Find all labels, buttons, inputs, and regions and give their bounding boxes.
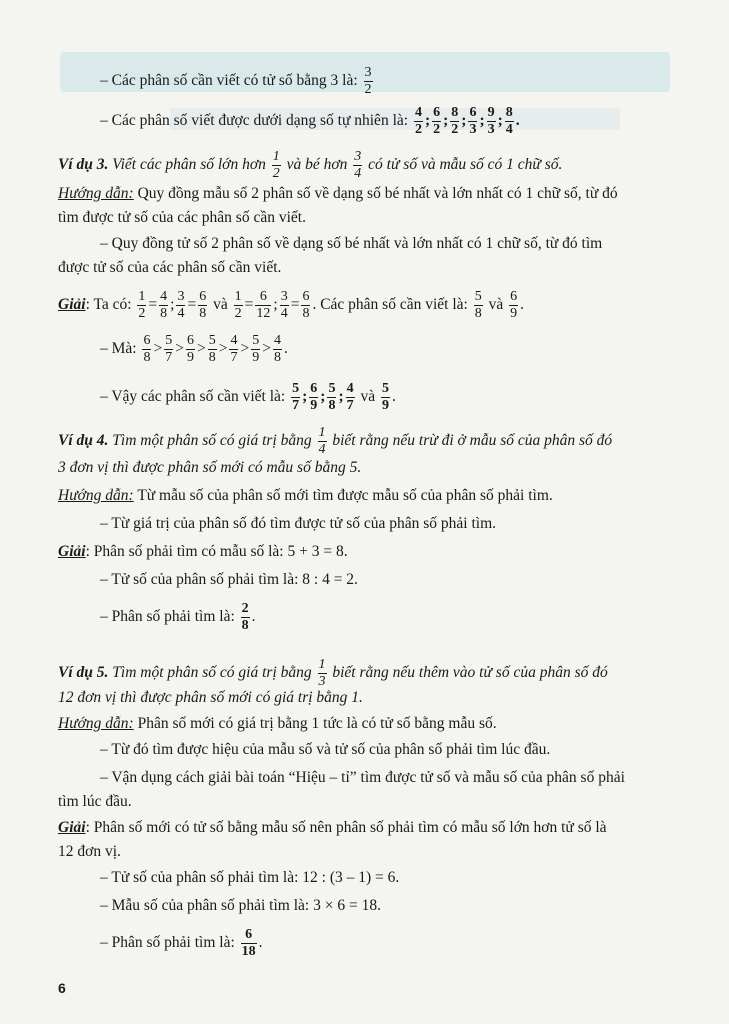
denominator: 2 (272, 166, 280, 181)
fraction (198, 290, 207, 321)
fraction (474, 290, 483, 321)
solution-4-line-1: Giải: Phân số phải tìm có mẫu số là: 5 + 3 = 8. (58, 543, 348, 560)
denominator: 9 (510, 306, 518, 321)
numerator: 6 (241, 928, 257, 944)
denominator: 8 (143, 350, 151, 365)
numerator: 6 (199, 289, 207, 304)
fraction (364, 66, 373, 97)
numerator: 4 (414, 105, 422, 120)
numerator: 8 (451, 105, 459, 120)
denominator: 3 (318, 674, 326, 689)
hint-5-line-4: tìm lúc đầu. (58, 793, 132, 810)
numerator: 6 (143, 333, 151, 348)
denominator: 8 (199, 306, 207, 321)
numerator: 2 (241, 601, 249, 616)
numerator: 6 (255, 290, 271, 306)
solution-5-line-1: Giải: Phân số mới có tử số bằng mẫu số nên phân số phải tìm có mẫu số lớn hơn tử số là (58, 819, 607, 836)
line-natural-numbers: – Các phân số viết được dưới dạng số tự nhiên là: $\frac{4}{2}$ ; $\frac{6}{2}$ ; $\frac{8}{2}$ ; $\frac{6}{3}$ ; $\frac{9}{3}$ ; $\frac{8}{4}$ . (100, 105, 520, 137)
numerator: 3 (177, 289, 185, 304)
solution-5-line-2: 12 đơn vị. (58, 843, 121, 860)
denominator: 4 (318, 442, 326, 457)
denominator: 8 (302, 306, 310, 321)
numerator: 4 (273, 333, 281, 348)
numerator: 5 (474, 289, 482, 304)
numerator: 5 (382, 381, 389, 396)
fraction (509, 290, 518, 321)
numerator: 6 (469, 105, 477, 120)
fraction (208, 334, 217, 365)
fraction (487, 106, 496, 137)
fraction (255, 290, 271, 321)
denominator: 2 (414, 122, 422, 137)
numerator: 6 (186, 333, 194, 348)
hint-5-line-2: – Từ đó tìm được hiệu của mẫu số và tử số của phân số phải tìm lúc đầu. (100, 741, 551, 758)
page-number: 6 (58, 980, 66, 996)
fraction (353, 150, 362, 181)
denominator: 2 (138, 306, 146, 321)
numerator: 5 (165, 333, 173, 348)
fraction (505, 106, 514, 137)
denominator: 7 (346, 398, 354, 413)
fraction (137, 290, 146, 321)
numerator: 6 (433, 105, 441, 120)
example-4-question: Ví dụ 4. Tìm một phân số có giá trị bằng $\frac{1}{4}$ biết rằng nếu trừ đi ở mẫu số của phân số đó (58, 425, 613, 457)
denominator: 8 (160, 306, 168, 321)
numerator: 1 (234, 289, 242, 304)
fraction (327, 382, 336, 413)
denominator: 18 (241, 944, 256, 959)
example-3-question: Ví dụ 3. Viết các phân số lớn hơn $\frac{1}{2}$ và bé hơn $\frac{3}{4}$ có tử số và mẫu số có 1 chữ số. (58, 149, 563, 181)
numerator: 8 (505, 105, 513, 120)
numerator: 1 (318, 425, 326, 440)
hint-3-line-1: Hướng dẫn: Quy đồng mẫu số 2 phân số về dạng số bé nhất và lớn nhất có 1 chữ số, từ đó (58, 185, 618, 202)
example-5-question: Ví dụ 5. Tìm một phân số có giá trị bằng $\frac{1}{3}$ biết rằng nếu thêm vào tử số của phân số đó (58, 657, 608, 689)
hint-5-line-1: Hướng dẫn: Phân số mới có giá trị bằng 1 tức là có tử số bằng mẫu số. (58, 715, 497, 732)
fraction (318, 426, 327, 457)
hint-3-line-4: được tử số của các phân số cần viết. (58, 259, 282, 276)
fraction (301, 290, 310, 321)
denominator: 2 (451, 122, 459, 137)
numerator: 5 (208, 333, 216, 348)
fraction (164, 334, 173, 365)
fraction (142, 334, 151, 365)
numerator: 5 (252, 333, 260, 348)
numerator: 6 (310, 381, 318, 396)
denominator: 4 (280, 306, 288, 321)
solution-5-line-3: – Tử số của phân số phải tìm là: 12 : (3 – 1) = 6. (100, 869, 400, 886)
fraction (241, 602, 250, 633)
numerator: 6 (510, 289, 518, 304)
numerator: 5 (328, 381, 336, 396)
solution-4-line-2: – Tử số của phân số phải tìm là: 8 : 4 = 2. (100, 571, 358, 588)
denominator: 8 (474, 306, 482, 321)
numerator: 4 (346, 381, 354, 396)
denominator: 9 (382, 398, 389, 413)
denominator: 7 (230, 350, 238, 365)
denominator: 9 (186, 350, 194, 365)
denominator: 4 (354, 166, 362, 181)
solution-5-line-5: – Phân số phải tìm là: $\frac{6}{18}$ . (100, 927, 263, 959)
numerator: 4 (230, 333, 238, 348)
denominator: 4 (177, 306, 185, 321)
hint-4-line-1: Hướng dẫn: Từ mẫu số của phân số mới tìm được mẫu số của phân số phải tìm. (58, 487, 553, 504)
numerator: 5 (292, 381, 300, 396)
denominator: 2 (234, 306, 242, 321)
denominator: 7 (292, 398, 300, 413)
fraction (346, 382, 355, 413)
denominator: 8 (328, 398, 336, 413)
denominator: 8 (273, 350, 281, 365)
denominator: 9 (252, 350, 260, 365)
fraction (468, 106, 477, 137)
example-4-question-cont: 3 đơn vị thì được phân số mới có mẫu số bằng 5. (58, 459, 362, 476)
denominator: 8 (208, 350, 216, 365)
denominator: 9 (310, 398, 318, 413)
fraction (176, 290, 185, 321)
fraction (414, 106, 423, 137)
numerator: 3 (364, 65, 372, 80)
denominator: 8 (241, 618, 249, 633)
denominator: 3 (487, 122, 495, 137)
fraction (432, 106, 441, 137)
denominator: 2 (364, 82, 372, 97)
hint-3-line-3: – Quy đồng tử số 2 phân số về dạng số bé nhất và lớn nhất có 1 chữ số, từ đó tìm (100, 235, 603, 252)
solution-3: Giải: Ta có: $\frac{1}{2}$ = $\frac{4}{8}$ ; $\frac{3}{4}$ = $\frac{6}{8}$ và $\frac{1}{2}$ = $\frac{6}{12}$ ; $\frac{3}{4}$ = $\frac{6}{8}$ . Các phân số cần viết là: $\frac{5}{8}$ và $\frac{6}{9}$ . (58, 289, 524, 321)
fraction (241, 928, 257, 959)
fraction (309, 382, 318, 413)
fraction (229, 334, 238, 365)
denominator: 12 (256, 306, 271, 321)
numerator: 9 (487, 105, 495, 120)
numerator: 1 (318, 657, 326, 672)
fraction (251, 334, 260, 365)
line-numerator-3: – Các phân số cần viết có tử số bằng 3 là: $\frac{3}{2}$ (100, 65, 372, 97)
solution-4-line-3: – Phân số phải tìm là: $\frac{2}{8}$ . (100, 601, 256, 633)
example-5-question-cont: 12 đơn vị thì được phân số mới có giá trị bằng 1. (58, 689, 363, 706)
fraction (381, 382, 390, 413)
fraction (234, 290, 243, 321)
fraction (272, 150, 281, 181)
numerator: 4 (160, 289, 168, 304)
fraction (273, 334, 282, 365)
solution-5-line-4: – Mẫu số của phân số phải tìm là: 3 × 6 = 18. (100, 897, 381, 914)
conclusion-3: – Vậy các phân số cần viết là: $\frac{5}{7}$ ; $\frac{6}{9}$ ; $\frac{5}{8}$ ; $\frac{4}{7}$ và $\frac{5}{9}$ . (100, 381, 396, 413)
numerator: 3 (280, 289, 288, 304)
denominator: 4 (505, 122, 513, 137)
fraction (450, 106, 459, 137)
numerator: 1 (272, 149, 280, 164)
comparison-chain: – Mà: $\frac{6}{8}$ > $\frac{5}{7}$ > $\frac{6}{9}$ > $\frac{5}{8}$ > $\frac{4}{7}$ > $\frac{5}{9}$ > $\frac{4}{8}$ . (100, 333, 288, 365)
denominator: 7 (165, 350, 173, 365)
hint-3-line-2: tìm được tử số của các phân số cần viết. (58, 209, 306, 226)
hint-4-line-2: – Từ giá trị của phân số đó tìm được tử số của phân số phải tìm. (100, 515, 497, 532)
fraction (186, 334, 195, 365)
denominator: 3 (469, 122, 477, 137)
fraction (318, 658, 327, 689)
fraction (280, 290, 289, 321)
numerator: 6 (302, 289, 310, 304)
numerator: 3 (354, 149, 362, 164)
hint-5-line-3: – Vận dụng cách giải bài toán “Hiệu – tỉ” tìm được tử số và mẫu số của phân số phải (100, 769, 625, 786)
numerator: 1 (138, 289, 146, 304)
fraction (291, 382, 300, 413)
fraction (159, 290, 168, 321)
denominator: 2 (433, 122, 441, 137)
